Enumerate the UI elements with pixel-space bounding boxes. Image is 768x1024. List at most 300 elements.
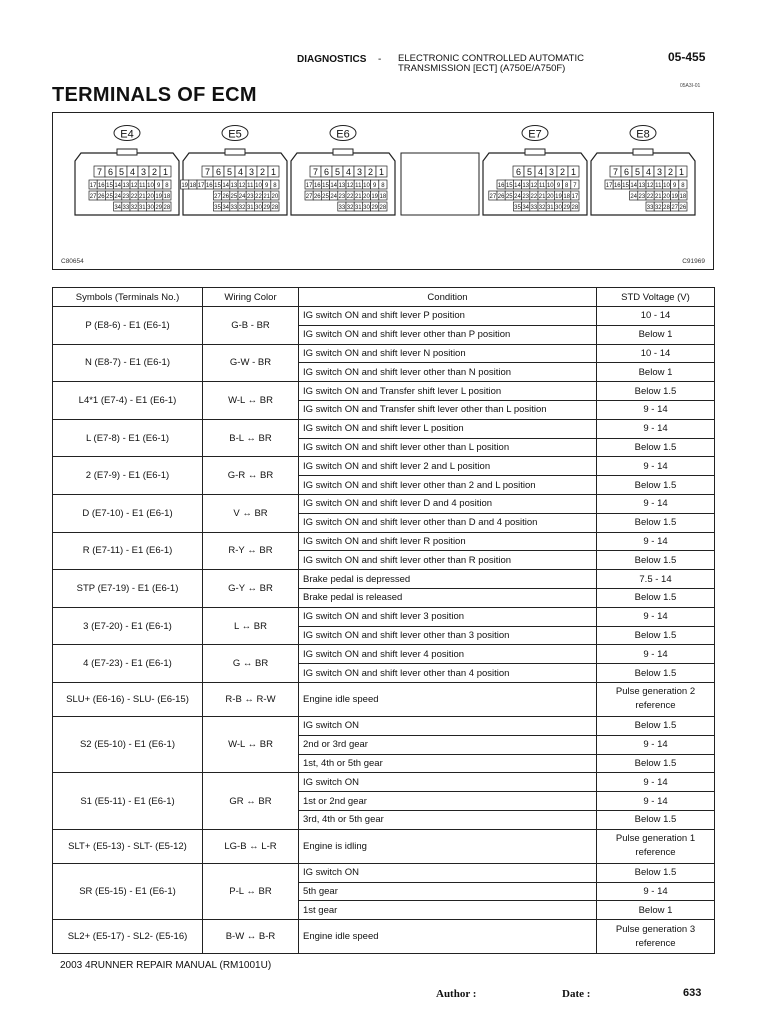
terminal-pin-number: 22 [130,194,138,200]
terminal-pin-number: 14 [630,183,638,189]
cell-std-voltage: 9 - 14 [597,400,715,419]
cell-wiring-color: GR ↔ BR [203,773,299,829]
cell-std-voltage: Below 1.5 [597,438,715,457]
cell-symbol: SR (E5-15) - E1 (E6-1) [53,863,203,919]
cell-condition: IG switch ON and shift lever 4 position [299,645,597,664]
terminal-pin-number: 26 [313,194,321,200]
terminal-pin-number: 33 [338,205,346,211]
connector-lock-tab [117,149,137,155]
terminal-pin-number: 30 [363,205,370,211]
terminal-pin-number: 8 [565,183,569,189]
terminal-pin-number: 9 [157,183,161,189]
cell-std-voltage: Below 1.5 [597,588,715,607]
terminal-pin-number: 9 [373,183,377,189]
connector-label: E7 [528,128,542,141]
terminal-pin-number: 15 [505,183,513,189]
terminal-pin-number: 17 [197,183,205,189]
terminal-pin-number: 19 [181,183,189,189]
cell-condition: IG switch ON and Transfer shift lever L position [299,382,597,401]
cell-condition: IG switch ON and shift lever R position [299,532,597,551]
header-wiring-color: Wiring Color [203,288,299,307]
terminal-pin-number: 33 [530,205,538,211]
terminal-pin-number: 11 [355,183,362,189]
cell-std-voltage: Below 1.5 [597,810,715,829]
terminal-pin-number: 12 [530,183,538,189]
terminal-pin-number: 24 [330,194,338,200]
terminal-pin-number: 31 [138,205,146,211]
cell-symbol: 4 (E7-23) - E1 (E6-1) [53,645,203,683]
table-row [53,716,715,735]
terminal-pin-number: 11 [655,183,662,189]
terminal-pin-number: 31 [546,205,554,211]
terminal-pin-number: 23 [638,194,646,200]
connector-label: E5 [228,128,242,141]
section-subtitle-line1: ELECTRONIC CONTROLLED AUTOMATIC [398,53,584,64]
terminal-pin-number: 14 [222,183,230,189]
header-symbols: Symbols (Terminals No.) [53,288,203,307]
terminal-pin-number: 20 [147,194,154,200]
terminal-pin-number: 32 [654,205,662,211]
terminal-pin-number: 10 [147,183,154,189]
cell-wiring-color: R-B ↔ R-W [203,682,299,716]
terminal-pin-number: 4 [237,167,244,177]
cell-symbol: D (E7-10) - E1 (E6-1) [53,494,203,532]
terminal-pin-number: 27 [214,194,221,200]
terminal-pin-number: 30 [555,205,562,211]
cell-condition: IG switch ON and shift lever other than 4 position [299,664,597,683]
terminal-pin-number: 18 [679,194,687,200]
cell-condition: IG switch ON and shift lever P position [299,307,597,326]
cell-symbol: SLT+ (E5-13) - SLT- (E5-12) [53,829,203,863]
terminal-pin-number: 7 [204,167,211,177]
terminal-pin-number: 29 [263,205,271,211]
ecm-connector-figure [52,112,714,270]
terminal-pin-number: 34 [114,205,122,211]
date-label: Date : [562,988,591,1000]
page-number: 633 [683,987,702,999]
cell-wiring-color: G-W - BR [203,344,299,382]
cell-condition: IG switch ON and shift lever other than L position [299,438,597,457]
connector-diagram [53,113,713,269]
cell-std-voltage: 9 - 14 [597,419,715,438]
terminal-pin-number: 3 [656,167,663,177]
terminal-pin-number: 31 [246,205,254,211]
terminal-pin-number: 23 [122,194,130,200]
terminal-pin-number: 12 [346,183,354,189]
cell-wiring-color: W-L ↔ BR [203,382,299,420]
terminal-pin-number: 12 [646,183,654,189]
cell-symbol: L (E7-8) - E1 (E6-1) [53,419,203,457]
terminal-pin-number: 31 [354,205,362,211]
cell-condition: 3rd, 4th or 5th gear [299,810,597,829]
section-subtitle-line2: TRANSMISSION [ECT] (A750E/A750F) [398,63,566,74]
cell-wiring-color: G-R ↔ BR [203,457,299,495]
terminal-pin-number: 15 [214,183,221,189]
cell-std-voltage: Below 1 [597,363,715,382]
header-condition: Condition [299,288,597,307]
terminal-pin-number: 24 [630,194,638,200]
terminal-pin-number: 24 [114,194,122,200]
table-row [53,607,715,626]
cell-std-voltage: 9 - 14 [597,645,715,664]
cell-condition: 2nd or 3rd gear [299,735,597,754]
table-header-row [53,288,715,307]
cell-symbol: N (E8-7) - E1 (E6-1) [53,344,203,382]
terminal-pin-number: 33 [646,205,654,211]
terminal-pin-number: 21 [654,194,662,200]
cell-std-voltage: Below 1 [597,901,715,920]
terminal-pin-number: 18 [189,183,197,189]
cell-symbol: STP (E7-19) - E1 (E6-1) [53,570,203,608]
terminal-pin-number: 8 [273,183,277,189]
terminal-pin-number: 2 [559,167,566,177]
terminal-pin-number: 15 [322,183,329,189]
terminal-pin-number: 9 [556,183,561,189]
terminal-pin-number: 3 [248,167,255,177]
terminal-pin-number: 16 [613,183,621,189]
cell-wiring-color: G-Y ↔ BR [203,570,299,608]
cell-std-voltage: Pulse generation 3 reference [597,920,715,954]
terminal-pin-number: 19 [371,194,379,200]
terminal-pin-number: 32 [538,205,546,211]
terminal-pin-number: 23 [338,194,346,200]
cell-condition: IG switch ON and shift lever 2 and L position [299,457,597,476]
terminal-pin-number: 6 [623,167,630,177]
connector-label: E6 [336,128,350,141]
terminal-pin-number: 5 [118,167,125,177]
terminal-pin-number: 15 [622,183,629,189]
terminal-pin-number: 6 [107,167,114,177]
terminal-pin-number: 28 [271,205,279,211]
terminal-pin-number: 13 [122,183,130,189]
cell-condition: IG switch ON [299,863,597,882]
figure-code-left: C80654 [61,258,84,265]
cell-wiring-color: G-B - BR [203,307,299,345]
cell-condition: Engine idle speed [299,682,597,716]
terminal-pin-number: 26 [679,205,687,211]
terminal-pin-number: 10 [663,183,670,189]
cell-symbol: SLU+ (E6-16) - SLU- (E6-15) [53,682,203,716]
cell-std-voltage: Below 1.5 [597,754,715,773]
terminal-pin-number: 2 [151,167,158,177]
cell-symbol: P (E8-6) - E1 (E6-1) [53,307,203,345]
terminal-pin-number: 17 [89,183,97,189]
cell-condition: 1st or 2nd gear [299,792,597,811]
terminal-pin-number: 13 [522,183,530,189]
terminal-pin-number: 26 [222,194,230,200]
terminal-pin-number: 28 [663,205,670,211]
terminal-pin-number: 1 [162,167,169,177]
cell-condition: IG switch ON [299,716,597,735]
terminal-pin-number: 12 [130,183,138,189]
cell-symbol: 2 (E7-9) - E1 (E6-1) [53,457,203,495]
terminal-pin-number: 15 [106,183,113,189]
terminal-pin-number: 27 [489,194,497,200]
terminal-pin-number: 21 [354,194,362,200]
connector-lock-tab [333,149,353,155]
cell-std-voltage: Below 1.5 [597,513,715,532]
terminal-pin-number: 8 [165,183,169,189]
terminal-pin-number: 5 [526,167,533,177]
cell-condition: Engine is idling [299,829,597,863]
table-row [53,344,715,363]
terminal-pin-number: 19 [555,194,562,200]
terminal-pin-number: 23 [522,194,530,200]
terminal-pin-number: 7 [612,167,619,177]
terminal-pin-number: 4 [129,167,136,177]
terminal-pin-number: 21 [138,194,146,200]
section-subtitle [398,54,628,74]
cell-condition: IG switch ON and shift lever other than P position [299,325,597,344]
table-body [53,307,715,954]
cell-std-voltage: 7.5 - 14 [597,570,715,589]
terminal-pin-number: 6 [515,167,522,177]
table-row [53,645,715,664]
cell-condition: Brake pedal is depressed [299,570,597,589]
terminal-pin-number: 2 [367,167,374,177]
table-row [53,494,715,513]
terminal-pin-number: 17 [305,183,313,189]
terminal-pin-number: 12 [238,183,246,189]
cell-condition: IG switch ON and shift lever other than 3 position [299,626,597,645]
terminal-pin-number: 33 [230,205,238,211]
cell-wiring-color: V ↔ BR [203,494,299,532]
terminal-pin-number: 16 [497,183,505,189]
terminal-pin-number: 21 [263,194,271,200]
terminal-pin-number: 34 [222,205,230,211]
terminal-pin-number: 25 [230,194,238,200]
table-row [53,773,715,792]
cell-std-voltage: 9 - 14 [597,773,715,792]
cell-std-voltage: Below 1.5 [597,382,715,401]
cell-condition: IG switch ON and shift lever L position [299,419,597,438]
cell-condition: 1st, 4th or 5th gear [299,754,597,773]
cell-wiring-color: B-W ↔ B-R [203,920,299,954]
table-row [53,307,715,326]
terminal-pin-number: 30 [255,205,262,211]
cell-condition: IG switch ON and shift lever other than D and 4 position [299,513,597,532]
terminal-pin-number: 16 [313,183,321,189]
cell-std-voltage: Below 1.5 [597,863,715,882]
cell-std-voltage: 9 - 14 [597,882,715,901]
terminal-pin-number: 6 [323,167,330,177]
terminal-pin-number: 5 [634,167,641,177]
terminal-pin-number: 35 [514,205,521,211]
cell-condition: 5th gear [299,882,597,901]
ecm-terminal-table [52,287,715,954]
author-label: Author : [436,988,477,1000]
terminal-pin-number: 18 [163,194,171,200]
page-code: 05-455 [668,50,706,64]
cell-condition: 1st gear [299,901,597,920]
cell-std-voltage: 9 - 14 [597,457,715,476]
cell-std-voltage: 9 - 14 [597,607,715,626]
terminal-pin-number: 27 [305,194,313,200]
manual-reference: 2003 4RUNNER REPAIR MANUAL (RM1001U) [60,960,272,971]
terminal-pin-number: 19 [671,194,679,200]
terminal-pin-number: 26 [497,194,505,200]
cell-std-voltage: 10 - 14 [597,344,715,363]
terminal-pin-number: 28 [379,205,387,211]
cell-std-voltage: 9 - 14 [597,532,715,551]
terminal-pin-number: 28 [571,205,579,211]
cell-std-voltage: 10 - 14 [597,307,715,326]
cell-std-voltage: 9 - 14 [597,735,715,754]
table-row [53,532,715,551]
terminal-pin-number: 22 [255,194,262,200]
cell-symbol: 3 (E7-20) - E1 (E6-1) [53,607,203,645]
terminal-pin-number: 27 [89,194,97,200]
terminal-pin-number: 9 [673,183,677,189]
terminal-pin-number: 5 [334,167,341,177]
terminal-pin-number: 8 [681,183,685,189]
cell-symbol: R (E7-11) - E1 (E6-1) [53,532,203,570]
connector-label: E4 [120,128,134,141]
table-row [53,920,715,954]
terminal-pin-number: 25 [322,194,329,200]
terminal-pin-number: 29 [155,205,163,211]
table-row [53,863,715,882]
cell-std-voltage: 9 - 14 [597,494,715,513]
terminal-pin-number: 24 [238,194,246,200]
terminal-pin-number: 16 [97,183,105,189]
terminal-pin-number: 14 [114,183,122,189]
terminal-pin-number: 17 [571,194,579,200]
terminal-pin-number: 20 [546,194,554,200]
terminal-pin-number: 13 [338,183,346,189]
header-std-voltage: STD Voltage (V) [597,288,715,307]
terminal-pin-number: 27 [671,205,679,211]
cell-condition: IG switch ON [299,773,597,792]
terminal-pin-number: 13 [638,183,646,189]
terminal-pin-number: 32 [346,205,354,211]
cell-condition: IG switch ON and shift lever N position [299,344,597,363]
terminal-pin-number: 1 [678,167,685,177]
terminal-pin-number: 29 [563,205,571,211]
cell-symbol: SL2+ (E5-17) - SL2- (E5-16) [53,920,203,954]
terminal-pin-number: 22 [346,194,354,200]
terminal-pin-number: 35 [214,205,221,211]
terminal-pin-number: 11 [538,183,546,189]
terminal-pin-number: 29 [371,205,379,211]
terminal-pin-number: 4 [537,167,544,177]
cell-wiring-color: G ↔ BR [203,645,299,683]
cell-condition: IG switch ON and Transfer shift lever other than L position [299,400,597,419]
terminal-pin-number: 10 [255,183,262,189]
terminal-pin-number: 5 [226,167,233,177]
terminal-pin-number: 14 [330,183,338,189]
terminal-pin-number: 34 [522,205,530,211]
terminal-pin-number: 18 [563,194,571,200]
figure-code-right: C91969 [682,258,705,265]
cell-std-voltage: Pulse generation 1 reference [597,829,715,863]
terminal-pin-number: 2 [259,167,266,177]
terminal-pin-number: 1 [378,167,385,177]
terminal-pin-number: 25 [106,194,113,200]
terminal-pin-number: 26 [97,194,105,200]
table-row [53,382,715,401]
connector-lock-tab [525,149,545,155]
connector-label: E8 [636,128,650,141]
cell-condition: IG switch ON and shift lever other than 2 and L position [299,476,597,495]
table-row [53,419,715,438]
terminal-pin-number: 7 [312,167,319,177]
cell-std-voltage: Below 1.5 [597,476,715,495]
terminal-pin-number: 11 [139,183,146,189]
terminal-pin-number: 2 [667,167,674,177]
cell-std-voltage: Below 1 [597,325,715,344]
terminal-pin-number: 20 [663,194,670,200]
terminal-pin-number: 9 [265,183,269,189]
cell-wiring-color: LG-B ↔ L-R [203,829,299,863]
cell-std-voltage: Below 1.5 [597,716,715,735]
terminal-pin-number: 20 [271,194,279,200]
terminal-pin-number: 20 [363,194,370,200]
terminal-pin-number: 10 [546,183,554,189]
terminal-pin-number: 32 [238,205,246,211]
cell-wiring-color: P-L ↔ BR [203,863,299,919]
cell-wiring-color: R-Y ↔ BR [203,532,299,570]
terminal-pin-number: 16 [205,183,213,189]
terminal-pin-number: 23 [246,194,254,200]
terminal-pin-number: 22 [530,194,538,200]
cell-wiring-color: B-L ↔ BR [203,419,299,457]
terminal-pin-number: 22 [646,194,654,200]
cell-wiring-color: L ↔ BR [203,607,299,645]
table-row [53,682,715,716]
cell-symbol: S2 (E5-10) - E1 (E6-1) [53,716,203,772]
cell-std-voltage: Below 1.5 [597,626,715,645]
terminal-pin-number: 4 [345,167,352,177]
terminal-pin-number: 7 [573,183,577,189]
terminal-pin-number: 24 [514,194,521,200]
terminal-pin-number: 8 [381,183,385,189]
cell-condition: IG switch ON and shift lever 3 position [299,607,597,626]
cell-std-voltage: Below 1.5 [597,664,715,683]
connector-lock-tab [633,149,653,155]
table-row [53,829,715,863]
terminal-pin-number: 4 [645,167,652,177]
terminal-pin-number: 13 [230,183,238,189]
terminal-pin-number: 33 [122,205,130,211]
terminal-pin-number: 21 [538,194,546,200]
page-title: TERMINALS OF ECM [52,84,257,106]
cell-condition: IG switch ON and shift lever D and 4 position [299,494,597,513]
terminal-pin-number: 3 [356,167,363,177]
terminal-pin-number: 25 [505,194,513,200]
cell-condition: IG switch ON and shift lever other than R position [299,551,597,570]
cell-std-voltage: Pulse generation 2 reference [597,682,715,716]
cell-std-voltage: Below 1.5 [597,551,715,570]
cell-symbol: S1 (E5-11) - E1 (E6-1) [53,773,203,829]
terminal-pin-number: 18 [379,194,387,200]
terminal-pin-number: 10 [363,183,370,189]
terminal-pin-number: 3 [140,167,147,177]
blank-connector-slot [401,153,479,215]
terminal-pin-number: 30 [147,205,154,211]
doc-code: 05A3I-01 [680,83,701,89]
terminal-pin-number: 6 [215,167,222,177]
header-dash: - [378,54,382,65]
terminal-pin-number: 7 [96,167,103,177]
terminal-pin-number: 17 [605,183,613,189]
connector-lock-tab [225,149,245,155]
terminal-pin-number: 28 [163,205,171,211]
terminal-pin-number: 3 [548,167,555,177]
cell-symbol: L4*1 (E7-4) - E1 (E6-1) [53,382,203,420]
terminal-pin-number: 32 [130,205,138,211]
terminal-pin-number: 1 [270,167,277,177]
